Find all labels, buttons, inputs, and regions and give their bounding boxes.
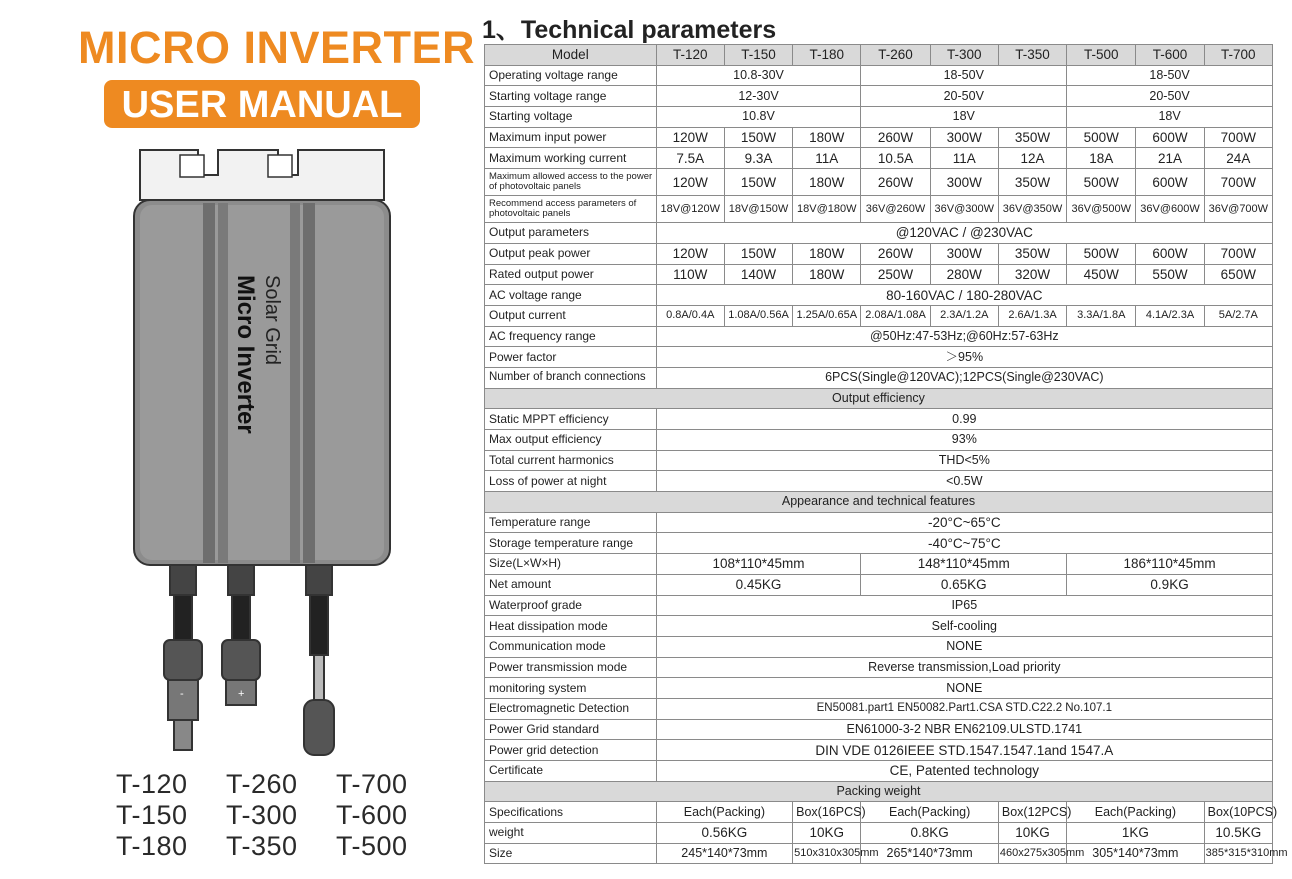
cell: 36V@260W: [861, 196, 930, 223]
header-cell: T-120: [656, 45, 724, 66]
row-label: Power transmission mode: [485, 657, 657, 678]
table-row: [485, 533, 1273, 554]
model-item: T-300: [226, 800, 298, 830]
cell: 0.9KG: [1067, 574, 1273, 595]
cell: 10.5A: [861, 148, 930, 169]
cell: 1.25A/0.65A: [793, 305, 861, 326]
cell: 18-50V: [861, 65, 1067, 86]
section-row: [485, 492, 1273, 513]
cell: Box(10PCS): [1204, 802, 1272, 823]
device-label-line1: Solar Grid: [261, 275, 283, 366]
cell: 385*315*310mm: [1204, 843, 1272, 864]
cell: 36V@300W: [930, 196, 998, 223]
model-item: T-500: [336, 831, 408, 861]
cell: 300W: [930, 243, 998, 264]
row-label: Loss of power at night: [485, 471, 657, 492]
table-row: [485, 636, 1273, 657]
table-row: [485, 243, 1273, 264]
cell: 18-50V: [1067, 65, 1273, 86]
cell: 24A: [1204, 148, 1272, 169]
cell: 0.8KG: [861, 823, 999, 844]
cell: 20-50V: [861, 86, 1067, 107]
table-row: [485, 843, 1273, 864]
row-label: Power factor: [485, 347, 657, 368]
section-row: [485, 388, 1273, 409]
row-label: Storage temperature range: [485, 533, 657, 554]
row-label: Output parameters: [485, 223, 657, 244]
table-row: [485, 107, 1273, 128]
section-heading: Packing weight: [485, 781, 1273, 802]
model-list: [116, 770, 426, 861]
table-row: [485, 196, 1273, 223]
header-cell: T-260: [861, 45, 930, 66]
header-cell: Model: [485, 45, 657, 66]
cell: 186*110*45mm: [1067, 554, 1273, 575]
cell: 1KG: [1067, 823, 1205, 844]
cell: 80-160VAC / 180-280VAC: [656, 285, 1272, 306]
cell: 18V@150W: [724, 196, 792, 223]
manual-subtitle-badge: USER MANUAL: [104, 80, 420, 128]
row-label: monitoring system: [485, 678, 657, 699]
cell: 700W: [1204, 243, 1272, 264]
table-row: [485, 65, 1273, 86]
cell: 10KG: [793, 823, 861, 844]
cell: Each(Packing): [656, 802, 793, 823]
cell: Box(16PCS): [793, 802, 861, 823]
cell: 36V@500W: [1067, 196, 1136, 223]
cell: 260W: [861, 169, 930, 196]
cell: 7.5A: [656, 148, 724, 169]
row-label: Rated output power: [485, 264, 657, 285]
row-label: Max output efficiency: [485, 430, 657, 451]
row-label: Specifications: [485, 802, 657, 823]
cell: 120W: [656, 243, 724, 264]
cell: -20°C~65°C: [656, 512, 1272, 533]
cell: 11A: [930, 148, 998, 169]
cell: 350W: [998, 169, 1066, 196]
table-row: [485, 698, 1273, 719]
cell: 460x275x305mm: [998, 843, 1066, 864]
cell: @120VAC / @230VAC: [656, 223, 1272, 244]
cell: 9.3A: [724, 148, 792, 169]
row-label: Heat dissipation mode: [485, 616, 657, 637]
cell: 350W: [998, 243, 1066, 264]
cell: 18V: [861, 107, 1067, 128]
cell: 18A: [1067, 148, 1136, 169]
connector-plus-label: +: [238, 688, 245, 700]
table-row: [485, 285, 1273, 306]
cell: 260W: [861, 127, 930, 148]
table-row: [485, 616, 1273, 637]
cell: 140W: [724, 264, 792, 285]
cell: NONE: [656, 678, 1272, 699]
row-label: Size(L×W×H): [485, 554, 657, 575]
cell: 0.65KG: [861, 574, 1067, 595]
table-row: [485, 367, 1273, 388]
cell: 305*140*73mm: [1067, 843, 1205, 864]
model-item: T-150: [116, 800, 188, 830]
cell: 36V@700W: [1204, 196, 1272, 223]
cell: 150W: [724, 127, 792, 148]
table-row: [485, 223, 1273, 244]
cell: 700W: [1204, 169, 1272, 196]
cell: -40°C~75°C: [656, 533, 1272, 554]
cell: @50Hz:47-53Hz;@60Hz:57-63Hz: [656, 326, 1272, 347]
connector-minus-label: -: [180, 688, 184, 700]
cell: 6PCS(Single@120VAC);12PCS(Single@230VAC): [656, 367, 1272, 388]
cell: Box(12PCS): [998, 802, 1066, 823]
technical-parameters-table: [484, 44, 1288, 864]
cell: 260W: [861, 243, 930, 264]
cell: 600W: [1136, 127, 1204, 148]
cell: 120W: [656, 127, 724, 148]
row-label: Starting voltage: [485, 107, 657, 128]
cell: 2.08A/1.08A: [861, 305, 930, 326]
cell: 600W: [1136, 169, 1204, 196]
cell: Self-cooling: [656, 616, 1272, 637]
table-row: [485, 471, 1273, 492]
cell: <0.5W: [656, 471, 1272, 492]
cell: 18V@120W: [656, 196, 724, 223]
model-item: T-600: [336, 800, 408, 830]
table-row: [485, 450, 1273, 471]
row-label: Recommend access parameters of photovoltaic panels: [485, 196, 657, 223]
header-cell: T-180: [793, 45, 861, 66]
cell: 0.45KG: [656, 574, 861, 595]
model-item: T-180: [116, 831, 188, 861]
table-row: [485, 719, 1273, 740]
row-label: Electromagnetic Detection: [485, 698, 657, 719]
cell: 245*140*73mm: [656, 843, 793, 864]
cell: 450W: [1067, 264, 1136, 285]
table-row: [485, 574, 1273, 595]
cell: 5A/2.7A: [1204, 305, 1272, 326]
table-header-row: [485, 45, 1273, 66]
model-item: T-120: [116, 769, 188, 799]
cell: 500W: [1067, 243, 1136, 264]
cell: 10.8-30V: [656, 65, 861, 86]
cell: 11A: [793, 148, 861, 169]
cell: 20-50V: [1067, 86, 1273, 107]
model-item: T-260: [226, 769, 298, 799]
table-row: [485, 823, 1273, 844]
cell: EN50081.part1 EN50082.Part1.CSA STD.C22.2 No.107.1: [656, 698, 1272, 719]
header-cell: T-150: [724, 45, 792, 66]
row-label: Static MPPT efficiency: [485, 409, 657, 430]
table-row: [485, 169, 1273, 196]
table-row: [485, 430, 1273, 451]
cell: 265*140*73mm: [861, 843, 999, 864]
cell: 120W: [656, 169, 724, 196]
row-label: Net amount: [485, 574, 657, 595]
header-cell: T-700: [1204, 45, 1272, 66]
row-label: Output current: [485, 305, 657, 326]
cell: Reverse transmission,Load priority: [656, 657, 1272, 678]
cell: 280W: [930, 264, 998, 285]
table-row: [485, 86, 1273, 107]
header-cell: T-600: [1136, 45, 1204, 66]
header-cell: T-500: [1067, 45, 1136, 66]
cell: THD<5%: [656, 450, 1272, 471]
cell: 250W: [861, 264, 930, 285]
row-label: Output peak power: [485, 243, 657, 264]
manual-title: MICRO INVERTER: [78, 22, 476, 73]
row-label: Certificate: [485, 761, 657, 782]
cell: NONE: [656, 636, 1272, 657]
cell: 300W: [930, 169, 998, 196]
table-row: [485, 305, 1273, 326]
cell: Each(Packing): [1067, 802, 1205, 823]
cell: 12A: [998, 148, 1066, 169]
row-label: Power Grid standard: [485, 719, 657, 740]
row-label: AC frequency range: [485, 326, 657, 347]
cell: DIN VDE 0126IEEE STD.1547.1547.1and 1547.A: [656, 740, 1272, 761]
cell: 510x310x305mm: [793, 843, 861, 864]
table-row: [485, 127, 1273, 148]
table-row: [485, 761, 1273, 782]
row-label: AC voltage range: [485, 285, 657, 306]
cell: 36V@600W: [1136, 196, 1204, 223]
section-row: [485, 781, 1273, 802]
cell: 1.08A/0.56A: [724, 305, 792, 326]
cell: 36V@350W: [998, 196, 1066, 223]
cell: 180W: [793, 169, 861, 196]
cell: 550W: [1136, 264, 1204, 285]
row-label: Power grid detection: [485, 740, 657, 761]
cell: 0.8A/0.4A: [656, 305, 724, 326]
row-label: Operating voltage range: [485, 65, 657, 86]
row-label: Size: [485, 843, 657, 864]
device-label-line2: Micro Inverter: [232, 275, 259, 434]
cell: CE, Patented technology: [656, 761, 1272, 782]
table-row: [485, 595, 1273, 616]
table-row: [485, 678, 1273, 699]
cell: 10.8V: [656, 107, 861, 128]
cell: 10.5KG: [1204, 823, 1272, 844]
cell: 93%: [656, 430, 1272, 451]
cell: 700W: [1204, 127, 1272, 148]
cell: 18V@180W: [793, 196, 861, 223]
cell: 18V: [1067, 107, 1273, 128]
row-label: Communication mode: [485, 636, 657, 657]
cell: 180W: [793, 264, 861, 285]
row-label: Total current harmonics: [485, 450, 657, 471]
cell: 2.3A/1.2A: [930, 305, 998, 326]
cell: 650W: [1204, 264, 1272, 285]
table-row: [485, 554, 1273, 575]
cell: IP65: [656, 595, 1272, 616]
cell: 108*110*45mm: [656, 554, 861, 575]
header-cell: T-300: [930, 45, 998, 66]
section-heading: Appearance and technical features: [485, 492, 1273, 513]
cell: 110W: [656, 264, 724, 285]
cell: 148*110*45mm: [861, 554, 1067, 575]
table-row: [485, 409, 1273, 430]
cell: 12-30V: [656, 86, 861, 107]
row-label: Temperature range: [485, 512, 657, 533]
row-label: Maximum allowed access to the power of photovoltaic panels: [485, 169, 657, 196]
cell: 180W: [793, 127, 861, 148]
cell: EN61000-3-2 NBR EN62109.ULSTD.1741: [656, 719, 1272, 740]
table-row: [485, 326, 1273, 347]
row-label: Number of branch connections: [485, 367, 657, 388]
cell: 3.3A/1.8A: [1067, 305, 1136, 326]
cell: 180W: [793, 243, 861, 264]
cell: 0.56KG: [656, 823, 793, 844]
row-label: Maximum working current: [485, 148, 657, 169]
header-cell: T-350: [998, 45, 1066, 66]
cell: 2.6A/1.3A: [998, 305, 1066, 326]
cell: 150W: [724, 169, 792, 196]
model-item: T-700: [336, 769, 408, 799]
table-row: [485, 148, 1273, 169]
table-row: [485, 740, 1273, 761]
table-row: [485, 802, 1273, 823]
cell: 150W: [724, 243, 792, 264]
row-label: weight: [485, 823, 657, 844]
cell: 0.99: [656, 409, 1272, 430]
cell: Each(Packing): [861, 802, 999, 823]
row-label: Starting voltage range: [485, 86, 657, 107]
cell: ＞95%: [656, 347, 1272, 368]
cell: 320W: [998, 264, 1066, 285]
cell: 10KG: [998, 823, 1066, 844]
cell: 300W: [930, 127, 998, 148]
row-label: Waterproof grade: [485, 595, 657, 616]
cell: 350W: [998, 127, 1066, 148]
model-item: T-350: [226, 831, 298, 861]
cell: 500W: [1067, 127, 1136, 148]
cell: 21A: [1136, 148, 1204, 169]
row-label: Maximum input power: [485, 127, 657, 148]
inverter-illustration: [118, 145, 408, 765]
table-row: [485, 347, 1273, 368]
table-row: [485, 657, 1273, 678]
section-title: 1、Technical parameters: [482, 16, 777, 44]
cell: 600W: [1136, 243, 1204, 264]
table-row: [485, 512, 1273, 533]
cell: 500W: [1067, 169, 1136, 196]
section-heading: Output efficiency: [485, 388, 1273, 409]
table-row: [485, 264, 1273, 285]
cell: 4.1A/2.3A: [1136, 305, 1204, 326]
